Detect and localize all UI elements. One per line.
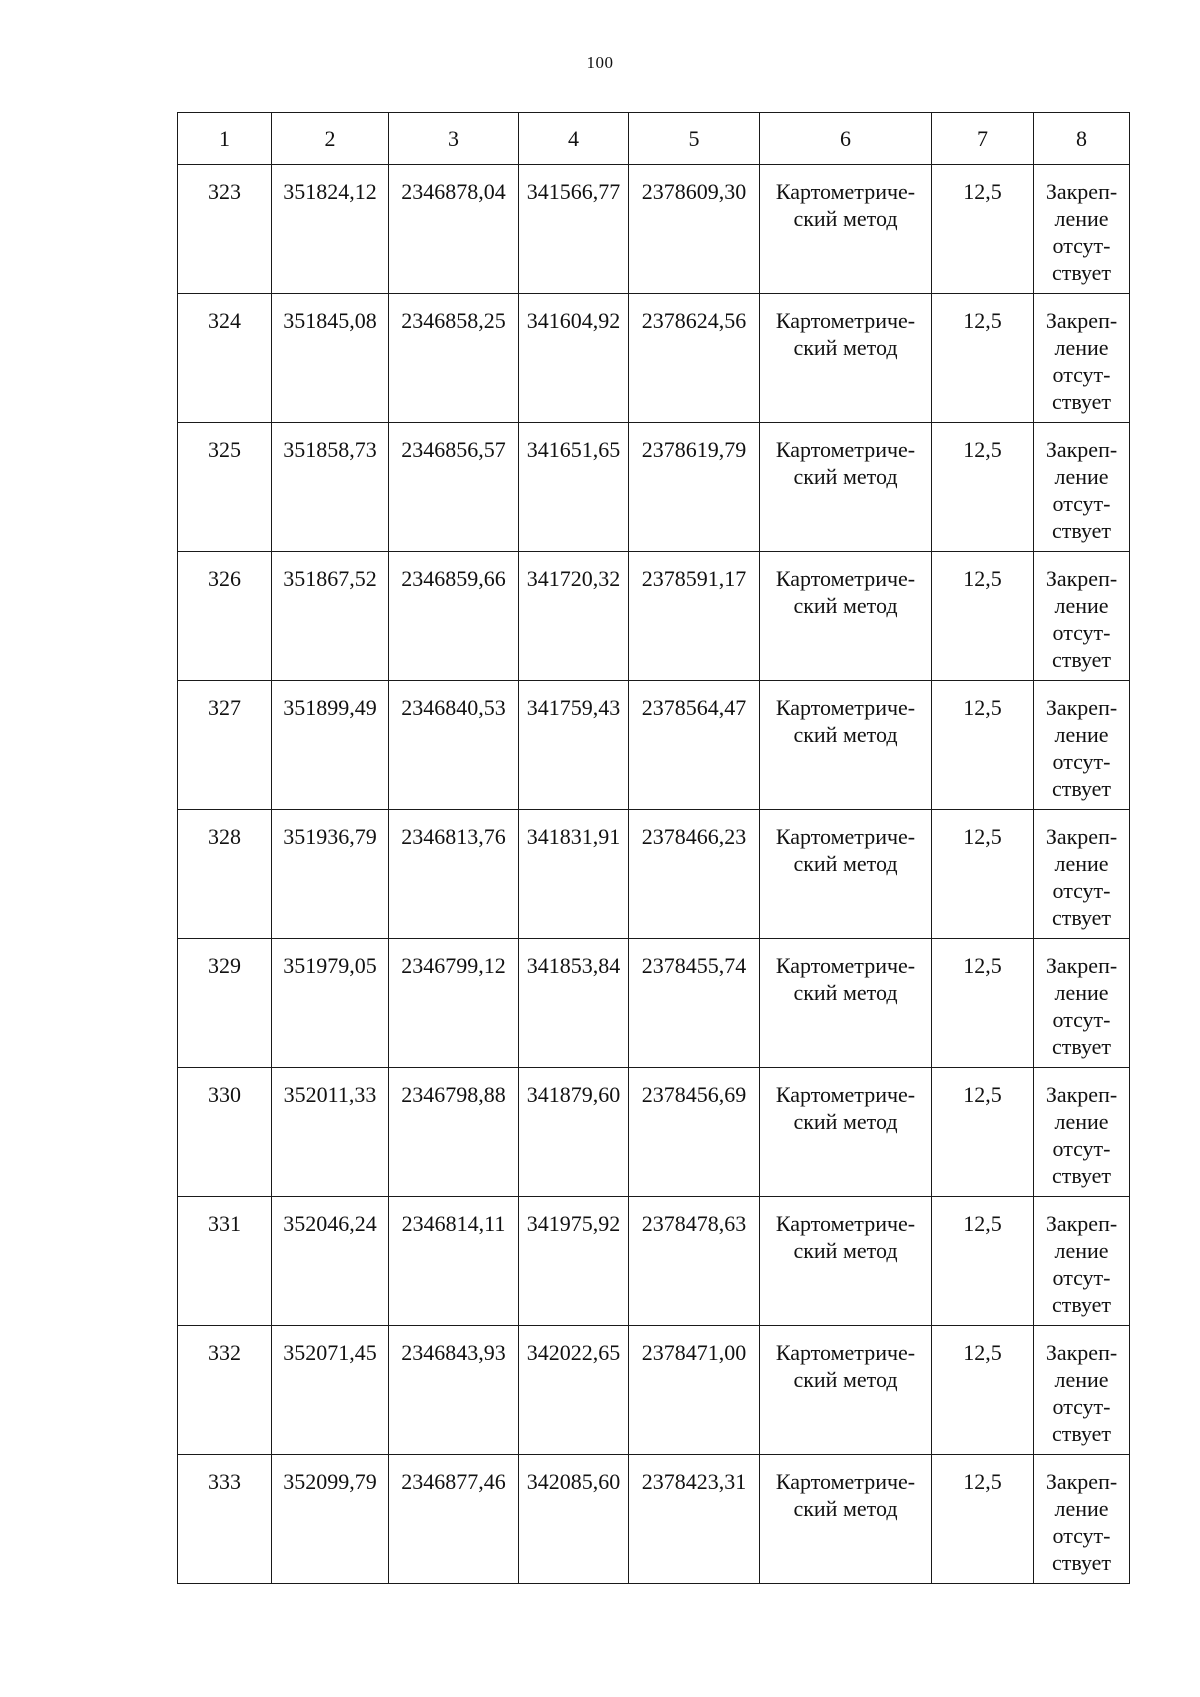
coord-x-old-cell: 352099,79 — [272, 1455, 389, 1584]
fixing-cell — [1034, 939, 1130, 1068]
method-cell — [760, 294, 932, 423]
method-cell — [760, 423, 932, 552]
point-number-cell: 333 — [178, 1455, 272, 1584]
coord-y-new-cell: 2378423,31 — [629, 1455, 760, 1584]
coord-y-new-cell: 2378471,00 — [629, 1326, 760, 1455]
table-row — [178, 939, 1130, 1068]
coord-y-new-cell: 2378466,23 — [629, 810, 760, 939]
fixing-line-1: Закреп- — [1045, 695, 1118, 720]
coordinates-table — [177, 112, 1130, 1584]
fixing-line-4: ствует — [1051, 1034, 1112, 1059]
coord-x-new-cell: 341604,92 — [519, 294, 629, 423]
accuracy-cell: 12,5 — [932, 1455, 1034, 1584]
coord-y-new-cell: 2378591,17 — [629, 552, 760, 681]
coord-x-old-cell: 351824,12 — [272, 165, 389, 294]
method-line-1: Картометриче- — [775, 1211, 916, 1236]
point-number-cell: 328 — [178, 810, 272, 939]
fixing-line-1: Закреп- — [1045, 1340, 1118, 1365]
fixing-cell — [1034, 1197, 1130, 1326]
fixing-line-3: отсут- — [1052, 1523, 1111, 1548]
method-line-2: ский метод — [793, 593, 898, 618]
table-body — [178, 165, 1130, 1584]
fixing-line-3: отсут- — [1052, 878, 1111, 903]
fixing-cell — [1034, 165, 1130, 294]
column-header-8: 8 — [1034, 113, 1130, 165]
fixing-line-2: ление — [1054, 464, 1109, 489]
fixing-line-1: Закреп- — [1045, 308, 1118, 333]
accuracy-cell: 12,5 — [932, 681, 1034, 810]
fixing-line-1: Закреп- — [1045, 1082, 1118, 1107]
fixing-line-1: Закреп- — [1045, 824, 1118, 849]
table-row — [178, 1326, 1130, 1455]
accuracy-cell: 12,5 — [932, 1326, 1034, 1455]
coord-y-old-cell: 2346843,93 — [389, 1326, 519, 1455]
fixing-cell — [1034, 1326, 1130, 1455]
accuracy-cell: 12,5 — [932, 552, 1034, 681]
accuracy-cell: 12,5 — [932, 939, 1034, 1068]
fixing-line-3: отсут- — [1052, 233, 1111, 258]
method-line-1: Картометриче- — [775, 1469, 916, 1494]
method-cell — [760, 1068, 932, 1197]
method-line-2: ский метод — [793, 1109, 898, 1134]
point-number-cell: 324 — [178, 294, 272, 423]
accuracy-cell: 12,5 — [932, 810, 1034, 939]
fixing-cell — [1034, 423, 1130, 552]
point-number-cell: 325 — [178, 423, 272, 552]
table-row — [178, 1068, 1130, 1197]
method-line-1: Картометриче- — [775, 179, 916, 204]
fixing-line-3: отсут- — [1052, 362, 1111, 387]
table-row — [178, 552, 1130, 681]
point-number-cell: 331 — [178, 1197, 272, 1326]
coord-y-old-cell: 2346856,57 — [389, 423, 519, 552]
coord-x-old-cell: 351936,79 — [272, 810, 389, 939]
point-number-cell: 329 — [178, 939, 272, 1068]
method-line-1: Картометриче- — [775, 824, 916, 849]
coord-x-new-cell: 341853,84 — [519, 939, 629, 1068]
coord-x-new-cell: 341720,32 — [519, 552, 629, 681]
method-cell — [760, 1455, 932, 1584]
fixing-line-2: ление — [1054, 335, 1109, 360]
fixing-line-4: ствует — [1051, 389, 1112, 414]
method-line-1: Картометриче- — [775, 308, 916, 333]
accuracy-cell: 12,5 — [932, 294, 1034, 423]
coord-y-new-cell: 2378624,56 — [629, 294, 760, 423]
method-line-2: ский метод — [793, 851, 898, 876]
fixing-line-4: ствует — [1051, 1421, 1112, 1446]
accuracy-cell: 12,5 — [932, 165, 1034, 294]
method-line-2: ский метод — [793, 1496, 898, 1521]
fixing-line-1: Закреп- — [1045, 566, 1118, 591]
fixing-line-3: отсут- — [1052, 1007, 1111, 1032]
coord-y-old-cell: 2346813,76 — [389, 810, 519, 939]
table-row — [178, 165, 1130, 294]
coord-y-old-cell: 2346859,66 — [389, 552, 519, 681]
fixing-line-3: отсут- — [1052, 1265, 1111, 1290]
coord-x-new-cell: 342022,65 — [519, 1326, 629, 1455]
fixing-line-4: ствует — [1051, 1163, 1112, 1188]
column-header-6: 6 — [760, 113, 932, 165]
table-row — [178, 681, 1130, 810]
page-number: 100 — [586, 53, 614, 72]
coord-y-new-cell: 2378564,47 — [629, 681, 760, 810]
fixing-line-4: ствует — [1051, 518, 1112, 543]
method-line-2: ский метод — [793, 722, 898, 747]
coord-y-new-cell: 2378609,30 — [629, 165, 760, 294]
accuracy-cell: 12,5 — [932, 423, 1034, 552]
fixing-line-3: отсут- — [1052, 620, 1111, 645]
method-line-1: Картометриче- — [775, 437, 916, 462]
method-line-1: Картометриче- — [775, 1340, 916, 1365]
fixing-line-4: ствует — [1051, 776, 1112, 801]
column-header-7: 7 — [932, 113, 1034, 165]
coord-x-new-cell: 341651,65 — [519, 423, 629, 552]
method-line-1: Картометриче- — [775, 953, 916, 978]
table-row — [178, 423, 1130, 552]
coord-y-new-cell: 2378619,79 — [629, 423, 760, 552]
coord-y-new-cell: 2378456,69 — [629, 1068, 760, 1197]
method-cell — [760, 810, 932, 939]
coord-x-new-cell: 341831,91 — [519, 810, 629, 939]
coord-x-new-cell: 341975,92 — [519, 1197, 629, 1326]
fixing-line-2: ление — [1054, 1367, 1109, 1392]
coord-x-old-cell: 351858,73 — [272, 423, 389, 552]
fixing-line-2: ление — [1054, 206, 1109, 231]
coord-x-new-cell: 341759,43 — [519, 681, 629, 810]
fixing-line-3: отсут- — [1052, 491, 1111, 516]
method-cell — [760, 681, 932, 810]
point-number-cell: 332 — [178, 1326, 272, 1455]
fixing-line-2: ление — [1054, 1496, 1109, 1521]
method-line-2: ский метод — [793, 335, 898, 360]
method-cell — [760, 939, 932, 1068]
coord-y-new-cell: 2378455,74 — [629, 939, 760, 1068]
method-cell — [760, 1326, 932, 1455]
coord-y-old-cell: 2346877,46 — [389, 1455, 519, 1584]
method-line-1: Картометриче- — [775, 566, 916, 591]
fixing-line-2: ление — [1054, 851, 1109, 876]
fixing-line-4: ствует — [1051, 1292, 1112, 1317]
coord-x-old-cell: 352046,24 — [272, 1197, 389, 1326]
coord-y-old-cell: 2346858,25 — [389, 294, 519, 423]
coord-y-old-cell: 2346798,88 — [389, 1068, 519, 1197]
point-number-cell: 323 — [178, 165, 272, 294]
coord-x-old-cell: 351979,05 — [272, 939, 389, 1068]
fixing-line-1: Закреп- — [1045, 437, 1118, 462]
coord-x-old-cell: 351845,08 — [272, 294, 389, 423]
fixing-line-4: ствует — [1051, 260, 1112, 285]
fixing-line-3: отсут- — [1052, 749, 1111, 774]
column-header-5: 5 — [629, 113, 760, 165]
method-line-2: ский метод — [793, 980, 898, 1005]
table-row — [178, 1197, 1130, 1326]
fixing-cell — [1034, 1068, 1130, 1197]
fixing-line-1: Закреп- — [1045, 1211, 1118, 1236]
fixing-line-4: ствует — [1051, 647, 1112, 672]
table-header-row — [178, 113, 1130, 165]
method-cell — [760, 1197, 932, 1326]
coord-y-new-cell: 2378478,63 — [629, 1197, 760, 1326]
method-line-1: Картометриче- — [775, 1082, 916, 1107]
method-line-2: ский метод — [793, 1367, 898, 1392]
fixing-line-3: отсут- — [1052, 1136, 1111, 1161]
fixing-line-1: Закреп- — [1045, 953, 1118, 978]
coord-x-old-cell: 352011,33 — [272, 1068, 389, 1197]
coord-x-old-cell: 352071,45 — [272, 1326, 389, 1455]
coord-x-new-cell: 341566,77 — [519, 165, 629, 294]
fixing-line-4: ствует — [1051, 1550, 1112, 1575]
coord-x-new-cell: 341879,60 — [519, 1068, 629, 1197]
coord-x-new-cell: 342085,60 — [519, 1455, 629, 1584]
fixing-cell — [1034, 552, 1130, 681]
table-row — [178, 810, 1130, 939]
fixing-line-2: ление — [1054, 1238, 1109, 1263]
method-cell — [760, 552, 932, 681]
method-line-1: Картометриче- — [775, 695, 916, 720]
fixing-line-1: Закреп- — [1045, 1469, 1118, 1494]
method-line-2: ский метод — [793, 1238, 898, 1263]
column-header-4: 4 — [519, 113, 629, 165]
fixing-cell — [1034, 1455, 1130, 1584]
coord-x-old-cell: 351867,52 — [272, 552, 389, 681]
table-row — [178, 1455, 1130, 1584]
table-row — [178, 294, 1130, 423]
accuracy-cell: 12,5 — [932, 1197, 1034, 1326]
fixing-line-2: ление — [1054, 1109, 1109, 1134]
fixing-line-2: ление — [1054, 722, 1109, 747]
fixing-line-4: ствует — [1051, 905, 1112, 930]
fixing-cell — [1034, 294, 1130, 423]
method-line-2: ский метод — [793, 206, 898, 231]
accuracy-cell: 12,5 — [932, 1068, 1034, 1197]
column-header-2: 2 — [272, 113, 389, 165]
point-number-cell: 326 — [178, 552, 272, 681]
method-cell — [760, 165, 932, 294]
fixing-line-1: Закреп- — [1045, 179, 1118, 204]
point-number-cell: 327 — [178, 681, 272, 810]
coord-y-old-cell: 2346878,04 — [389, 165, 519, 294]
fixing-line-3: отсут- — [1052, 1394, 1111, 1419]
method-line-2: ский метод — [793, 464, 898, 489]
column-header-1: 1 — [178, 113, 272, 165]
fixing-cell — [1034, 810, 1130, 939]
point-number-cell: 330 — [178, 1068, 272, 1197]
coord-x-old-cell: 351899,49 — [272, 681, 389, 810]
coord-y-old-cell: 2346799,12 — [389, 939, 519, 1068]
fixing-line-2: ление — [1054, 593, 1109, 618]
column-header-3: 3 — [389, 113, 519, 165]
coord-y-old-cell: 2346814,11 — [389, 1197, 519, 1326]
coord-y-old-cell: 2346840,53 — [389, 681, 519, 810]
fixing-line-2: ление — [1054, 980, 1109, 1005]
fixing-cell — [1034, 681, 1130, 810]
